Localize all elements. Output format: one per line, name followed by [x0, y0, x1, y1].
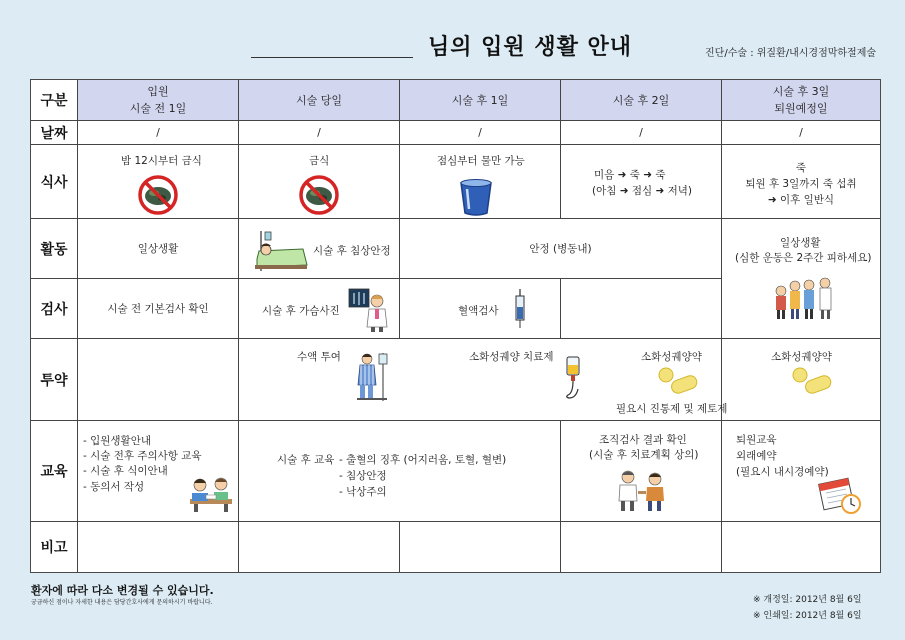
row-head-medication: 투약: [31, 339, 78, 421]
col-head-5-line2: 퇴원예정일: [774, 102, 828, 115]
test-cell-2: [239, 279, 400, 339]
activity-cell-2: [239, 219, 400, 279]
edu-item-2: - 시술 전후 주의사항 교육: [83, 450, 202, 462]
print-date: ※ 인쇄일: 2012년 8월 6일: [753, 611, 862, 621]
col-head-1-line1: 입원: [147, 85, 169, 98]
date-cell-5[interactable]: /: [722, 121, 880, 145]
schedule-table: [30, 79, 881, 573]
date-cell-4[interactable]: /: [561, 121, 722, 145]
diagnosis-label: 진단/수술 : 위질환/내시경점막하절제술: [705, 48, 877, 59]
meal-text-5b: 퇴원 후 3일까지 죽 섭취: [745, 178, 857, 190]
row-head-remarks: 비고: [31, 522, 78, 572]
edu-sub-1: - 출혈의 징후 (어지러움, 토혈, 혈변): [339, 454, 507, 466]
test-cell-1: [78, 279, 239, 339]
col-head-2-line1: 시술 당일: [295, 93, 342, 107]
col-head-5: [722, 80, 880, 121]
meal-text-5c: ➜ 이후 일반식: [767, 194, 835, 206]
row-head-education: 교육: [31, 421, 78, 522]
col-head-1-line2: 시술 전 1일: [129, 102, 187, 115]
col-head-4-line1: 시술 후 2일: [612, 93, 670, 107]
edu-item-1: - 입원생활안내: [83, 435, 151, 447]
activity-cell-3: [400, 219, 722, 279]
bed-rest-icon: [249, 229, 309, 273]
meal-text-1: 밤 12시부터 금식: [121, 155, 202, 167]
no-food-icon: [137, 174, 179, 216]
row-head-date: 날짜: [31, 121, 78, 145]
col-head-4: [561, 80, 722, 121]
edu-lead: 시술 후 교육: [277, 454, 335, 466]
meal-text-4b: (아침 ➜ 점심 ➜ 저녁): [592, 185, 692, 197]
remark-cell-5[interactable]: [722, 522, 880, 572]
col-head-3: [400, 80, 561, 121]
edu-cell-5: [722, 421, 880, 522]
date-cell-1[interactable]: /: [78, 121, 239, 145]
edu-cell-4: [561, 421, 722, 522]
syringe-icon: [513, 289, 527, 329]
meal-cell-1: [78, 145, 239, 219]
change-notice: 환자에 따라 다소 변경될 수 있습니다.: [31, 584, 214, 597]
edu-sub-3: - 낙상주의: [339, 486, 387, 498]
remark-cell-1[interactable]: [78, 522, 239, 572]
med-cell-5: [722, 339, 880, 421]
remark-cell-2[interactable]: [239, 522, 400, 572]
activity-text-5a: 일상생활: [780, 237, 821, 249]
row-head-meal: 식사: [31, 145, 78, 219]
edu-text-4a: 조직검사 결과 확인: [599, 434, 687, 446]
no-food-icon: [298, 174, 340, 216]
edu-text-5b: 외래예약: [736, 450, 777, 462]
pill-icon: [791, 366, 833, 394]
patient-name-blank: [251, 57, 413, 58]
test-text-2: 시술 후 가슴사진: [262, 305, 340, 317]
activity-cell-5: [722, 219, 880, 339]
remark-cell-3[interactable]: [400, 522, 561, 572]
test-cell-3: [400, 279, 561, 339]
med-text-3: 소화성궤양 치료제: [469, 351, 554, 363]
activity-text-2: 시술 후 침상안정: [313, 245, 391, 257]
edu-cell-2to3: [239, 421, 561, 522]
col-head-3-line1: 시술 후 1일: [451, 93, 509, 107]
med-cell-1: [78, 339, 239, 421]
edu-item-3: - 시술 후 식이안내: [83, 465, 168, 477]
activity-text-1: 일상생활: [137, 243, 179, 255]
doctor-patient-icon: [615, 467, 671, 513]
med-text-4b: 필요시 진통제 및 제토제: [616, 403, 728, 415]
med-text-2: 수액 투여: [297, 351, 341, 363]
col-head-5-line1: 시술 후 3일: [772, 85, 830, 98]
edu-text-5c: (필요시 내시경예약): [736, 466, 829, 478]
edu-text-5a: 퇴원교육: [736, 434, 777, 446]
inquiry-notice: 궁금하신 점이나 자세한 내용은 담당간호사에게 문의하시기 바랍니다.: [31, 599, 213, 606]
test-text-1: 시술 전 기본검사 확인: [107, 303, 209, 315]
col-head-1: [78, 80, 239, 121]
iv-bag-icon: [564, 355, 586, 399]
date-cell-3[interactable]: /: [400, 121, 561, 145]
row-head-activity: 활동: [31, 219, 78, 279]
edu-sub-2: - 침상안정: [339, 470, 387, 482]
meal-cell-5: [722, 145, 880, 219]
meal-text-4a: 미음 ➜ 죽 ➜ 죽: [594, 169, 666, 181]
family-icon: [771, 277, 835, 321]
meal-text-5a: 죽: [795, 162, 807, 174]
med-text-4a: 소화성궤양약: [641, 351, 702, 363]
edu-item-4: - 동의서 작성: [83, 481, 145, 493]
remark-cell-4[interactable]: [561, 522, 722, 572]
calendar-clock-icon: [818, 475, 862, 515]
activity-cell-1: [78, 219, 239, 279]
activity-text-5b: (심한 운동은 2주간 피하세요): [735, 252, 872, 264]
pill-icon: [657, 366, 699, 394]
revision-date: ※ 개정일: 2012년 8월 6일: [753, 595, 862, 605]
meal-text-3: 점심부터 물만 가능: [437, 155, 525, 167]
row-head-test: 검사: [31, 279, 78, 339]
med-cell-2to4: [239, 339, 728, 421]
xray-doctor-icon: [347, 287, 391, 333]
edu-text-4b: (시술 후 치료계획 상의): [589, 449, 699, 461]
edu-cell-1: [78, 421, 239, 522]
page-title: 님의 입원 생활 안내: [428, 35, 632, 60]
meal-cell-2: [239, 145, 400, 219]
col-head-2: [239, 80, 400, 121]
activity-text-3: 안정 (병동내): [529, 243, 592, 255]
consultation-icon: [188, 473, 234, 513]
meal-cell-3: [400, 145, 561, 219]
date-cell-2[interactable]: /: [239, 121, 400, 145]
test-text-3: 혈액검사: [458, 305, 499, 317]
meal-cell-4: [561, 145, 722, 219]
test-cell-4: [561, 279, 722, 339]
row-head-category: 구분: [31, 80, 78, 121]
iv-patient-icon: [355, 351, 389, 403]
med-text-5: 소화성궤양약: [771, 351, 832, 363]
water-cup-icon: [458, 177, 494, 217]
meal-text-2: 금식: [309, 155, 330, 167]
